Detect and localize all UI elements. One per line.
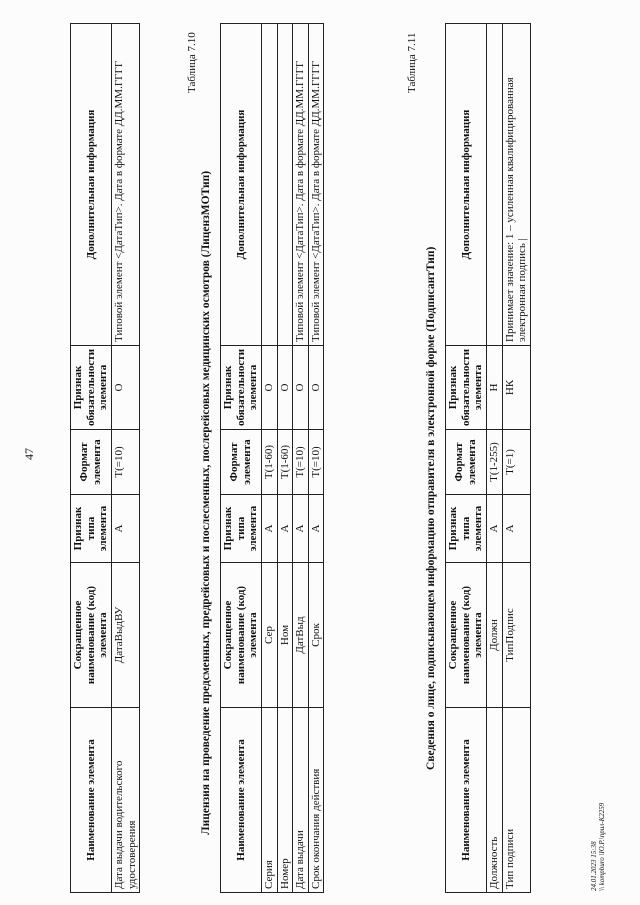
cell-format: Т(1-255)	[486, 430, 502, 495]
cell-name: Должность	[486, 708, 502, 893]
table-row	[277, 24, 293, 893]
cell-req: О	[293, 345, 309, 429]
table-header-row	[71, 24, 112, 893]
header-code: Сокращенное наименование (код) элемента	[221, 563, 262, 708]
header-name: Наименование элемента	[221, 708, 262, 893]
cell-code: Ном	[277, 563, 293, 708]
header-format: Формат элемента	[221, 430, 262, 495]
cell-format: Т(1-60)	[277, 430, 293, 495]
cell-info: Типовой элемент <ДатаТип>. Дата в формате ДД.ММ.ГГГГ	[111, 24, 139, 346]
cell-type: А	[111, 495, 139, 563]
header-req: Признак обязательности элемента	[221, 345, 262, 429]
cell-format: Т(=10)	[308, 430, 324, 495]
header-format: Формат элемента	[71, 430, 112, 495]
cell-info: Принимает значение: 1 – усиленная квалифицированная электронная подпись |	[502, 24, 530, 346]
table-row	[261, 24, 277, 893]
cell-name: Дата выдачи	[293, 708, 309, 893]
header-req: Признак обязательности элемента	[71, 345, 112, 429]
header-code: Сокращенное наименование (код) элемента	[446, 563, 487, 708]
cell-code: ДатВыд	[293, 563, 309, 708]
cell-format: Т(=10)	[293, 430, 309, 495]
cell-type: А	[293, 495, 309, 563]
cell-format: Т(=1)	[502, 430, 530, 495]
cell-info	[277, 24, 293, 346]
cell-req: О	[277, 345, 293, 429]
table-row	[308, 24, 324, 893]
cell-info	[486, 24, 502, 346]
cell-type: А	[502, 495, 530, 563]
cell-info	[261, 24, 277, 346]
cell-req: Н	[486, 345, 502, 429]
cell-name: Номер	[277, 708, 293, 893]
table-row	[111, 24, 139, 893]
header-req: Признак обязательности элемента	[446, 345, 487, 429]
cell-code: Срок	[308, 563, 324, 708]
table-7-10	[220, 23, 324, 893]
cell-req: О	[308, 345, 324, 429]
stamp-line-2: \\ kompburo \Ю.Р.\прил-К2259	[598, 802, 607, 891]
cell-info: Типовой элемент <ДатаТип>. Дата в формате ДД.ММ.ГГГГ	[308, 24, 324, 346]
table-7-10-caption: Таблица 7.10	[186, 32, 198, 93]
header-info: Дополнительная информация	[446, 24, 487, 346]
header-format: Формат элемента	[446, 430, 487, 495]
cell-code: ТипПодпис	[502, 563, 530, 708]
stamp-line-1: 24.01.2023 15:38	[590, 841, 598, 891]
cell-req: НК	[502, 345, 530, 429]
cell-name: Серия	[261, 708, 277, 893]
cell-code: ДатаВыдВУ	[111, 563, 139, 708]
table-continuation	[70, 23, 140, 893]
table-7-11-title: Сведения о лице, подписывающем информацию отправителя в электронной форме (ПодписантТип)	[425, 246, 437, 770]
header-info: Дополнительная информация	[71, 24, 112, 346]
table-row	[486, 24, 502, 893]
header-type: Признак типа элемента	[446, 495, 487, 563]
table-header-row	[221, 24, 262, 893]
header-info: Дополнительная информация	[221, 24, 262, 346]
cell-req: О	[261, 345, 277, 429]
header-name: Наименование элемента	[71, 708, 112, 893]
cell-type: А	[277, 495, 293, 563]
cell-name: Дата выдачи водительского удостоверения	[111, 708, 139, 893]
header-type: Признак типа элемента	[221, 495, 262, 563]
header-name: Наименование элемента	[446, 708, 487, 893]
cell-code: Должн	[486, 563, 502, 708]
page-number: 47	[22, 448, 36, 460]
cell-info: Типовой элемент <ДатаТип>. Дата в формате ДД.ММ.ГГГГ	[293, 24, 309, 346]
table-7-10-title: Лицензия на проведение предсменных, предрейсовых и послесменных, послерейсовых медицинских осмотров (ЛицензМОТип)	[200, 170, 212, 835]
print-stamp	[590, 803, 607, 891]
header-type: Признак типа элемента	[71, 495, 112, 563]
cell-code: Сер	[261, 563, 277, 708]
cell-type: А	[486, 495, 502, 563]
cell-name: Тип подписи	[502, 708, 530, 893]
table-header-row	[446, 24, 487, 893]
table-row	[293, 24, 309, 893]
cell-type: А	[261, 495, 277, 563]
table-row	[502, 24, 530, 893]
cell-name: Срок окончания действия	[308, 708, 324, 893]
cell-format: Т(=10)	[111, 430, 139, 495]
cell-type: А	[308, 495, 324, 563]
table-7-11-caption: Таблица 7.11	[406, 32, 418, 93]
table-7-11	[445, 23, 531, 893]
header-code: Сокращенное наименование (код) элемента	[71, 563, 112, 708]
cell-format: Т(1-60)	[261, 430, 277, 495]
cell-req: О	[111, 345, 139, 429]
